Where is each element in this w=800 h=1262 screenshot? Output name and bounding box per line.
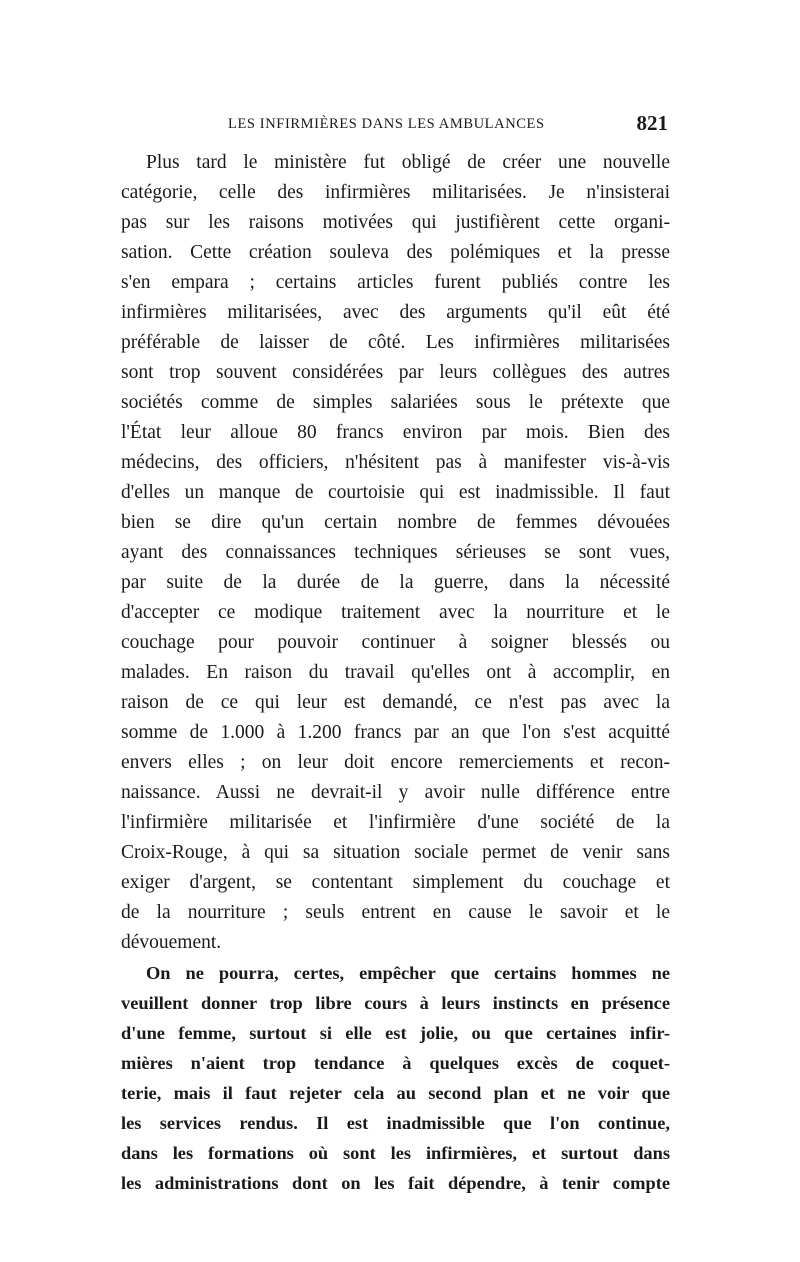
text-line: l'infirmière militarisée et l'infirmière d'une société de la — [121, 812, 670, 833]
text-line: dévouement. — [121, 932, 222, 953]
text-line: d'une femme, surtout si elle est jolie, ou que certaines infir- — [121, 1023, 670, 1043]
text-line: sation. Cette création souleva des polémiques et la presse — [121, 242, 670, 263]
text-line: couchage pour pouvoir continuer à soigner blessés ou — [121, 632, 670, 653]
text-line: Croix-Rouge, à qui sa situation sociale permet de venir sans — [121, 842, 670, 863]
text-line: exiger d'argent, se contentant simplement du couchage et — [121, 872, 670, 893]
text-line: s'en empara ; certains articles furent publiés contre les — [121, 272, 670, 293]
text-line: infirmières militarisées, avec des arguments qu'il eût été — [121, 302, 670, 323]
text-line: sociétés comme de simples salariées sous le prétexte que — [121, 392, 670, 413]
text-line: envers elles ; on leur doit encore remerciements et recon- — [121, 752, 670, 773]
page-number: 821 — [636, 111, 668, 135]
text-line: veuillent donner trop libre cours à leurs instincts en présence — [121, 993, 670, 1013]
text-line: malades. En raison du travail qu'elles ont à accomplir, en — [121, 662, 670, 683]
text-line: On ne pourra, certes, empêcher que certains hommes ne — [146, 963, 670, 983]
text-line: de la nourriture ; seuls entrent en cause le savoir et le — [121, 902, 670, 923]
text-line: préférable de laisser de côté. Les infirmières militarisées — [121, 332, 670, 353]
running-head — [228, 111, 668, 138]
text-line: les administrations dont on les fait dépendre, à tenir compte — [121, 1173, 670, 1193]
text-line: somme de 1.000 à 1.200 francs par an que l'on s'est acquitté — [121, 722, 670, 743]
running-title: LES INFIRMIÈRES DANS LES AMBULANCES — [228, 116, 545, 132]
text-line: médecins, des officiers, n'hésitent pas à manifester vis-à-vis — [121, 452, 670, 473]
text-line: bien se dire qu'un certain nombre de femmes dévouées — [121, 512, 670, 533]
text-line: naissance. Aussi ne devrait-il y avoir nulle différence entre — [121, 782, 670, 803]
text-line: catégorie, celle des infirmières militarisées. Je n'insisterai — [121, 182, 670, 203]
text-line: d'accepter ce modique traitement avec la nourriture et le — [121, 602, 670, 623]
text-line: d'elles un manque de courtoisie qui est inadmissible. Il faut — [121, 482, 670, 503]
text-line: dans les formations où sont les infirmières, et surtout dans — [121, 1143, 670, 1163]
text-line: sont trop souvent considérées par leurs collègues des autres — [121, 362, 670, 383]
text-line: mières n'aient trop tendance à quelques excès de coquet- — [121, 1053, 670, 1073]
text-line: par suite de la durée de la guerre, dans la nécessité — [121, 572, 670, 593]
text-line: les services rendus. Il est inadmissible que l'on continue, — [121, 1113, 670, 1133]
text-line: l'État leur alloue 80 francs environ par mois. Bien des — [121, 422, 670, 443]
text-line: raison de ce qui leur est demandé, ce n'est pas avec la — [121, 692, 670, 713]
text-line: pas sur les raisons motivées qui justifièrent cette organi- — [121, 212, 670, 233]
text-line: terie, mais il faut rejeter cela au second plan et ne voir que — [121, 1083, 670, 1103]
text-line: Plus tard le ministère fut obligé de créer une nouvelle — [146, 152, 670, 173]
text-line: ayant des connaissances techniques sérieuses se sont vues, — [121, 542, 670, 563]
